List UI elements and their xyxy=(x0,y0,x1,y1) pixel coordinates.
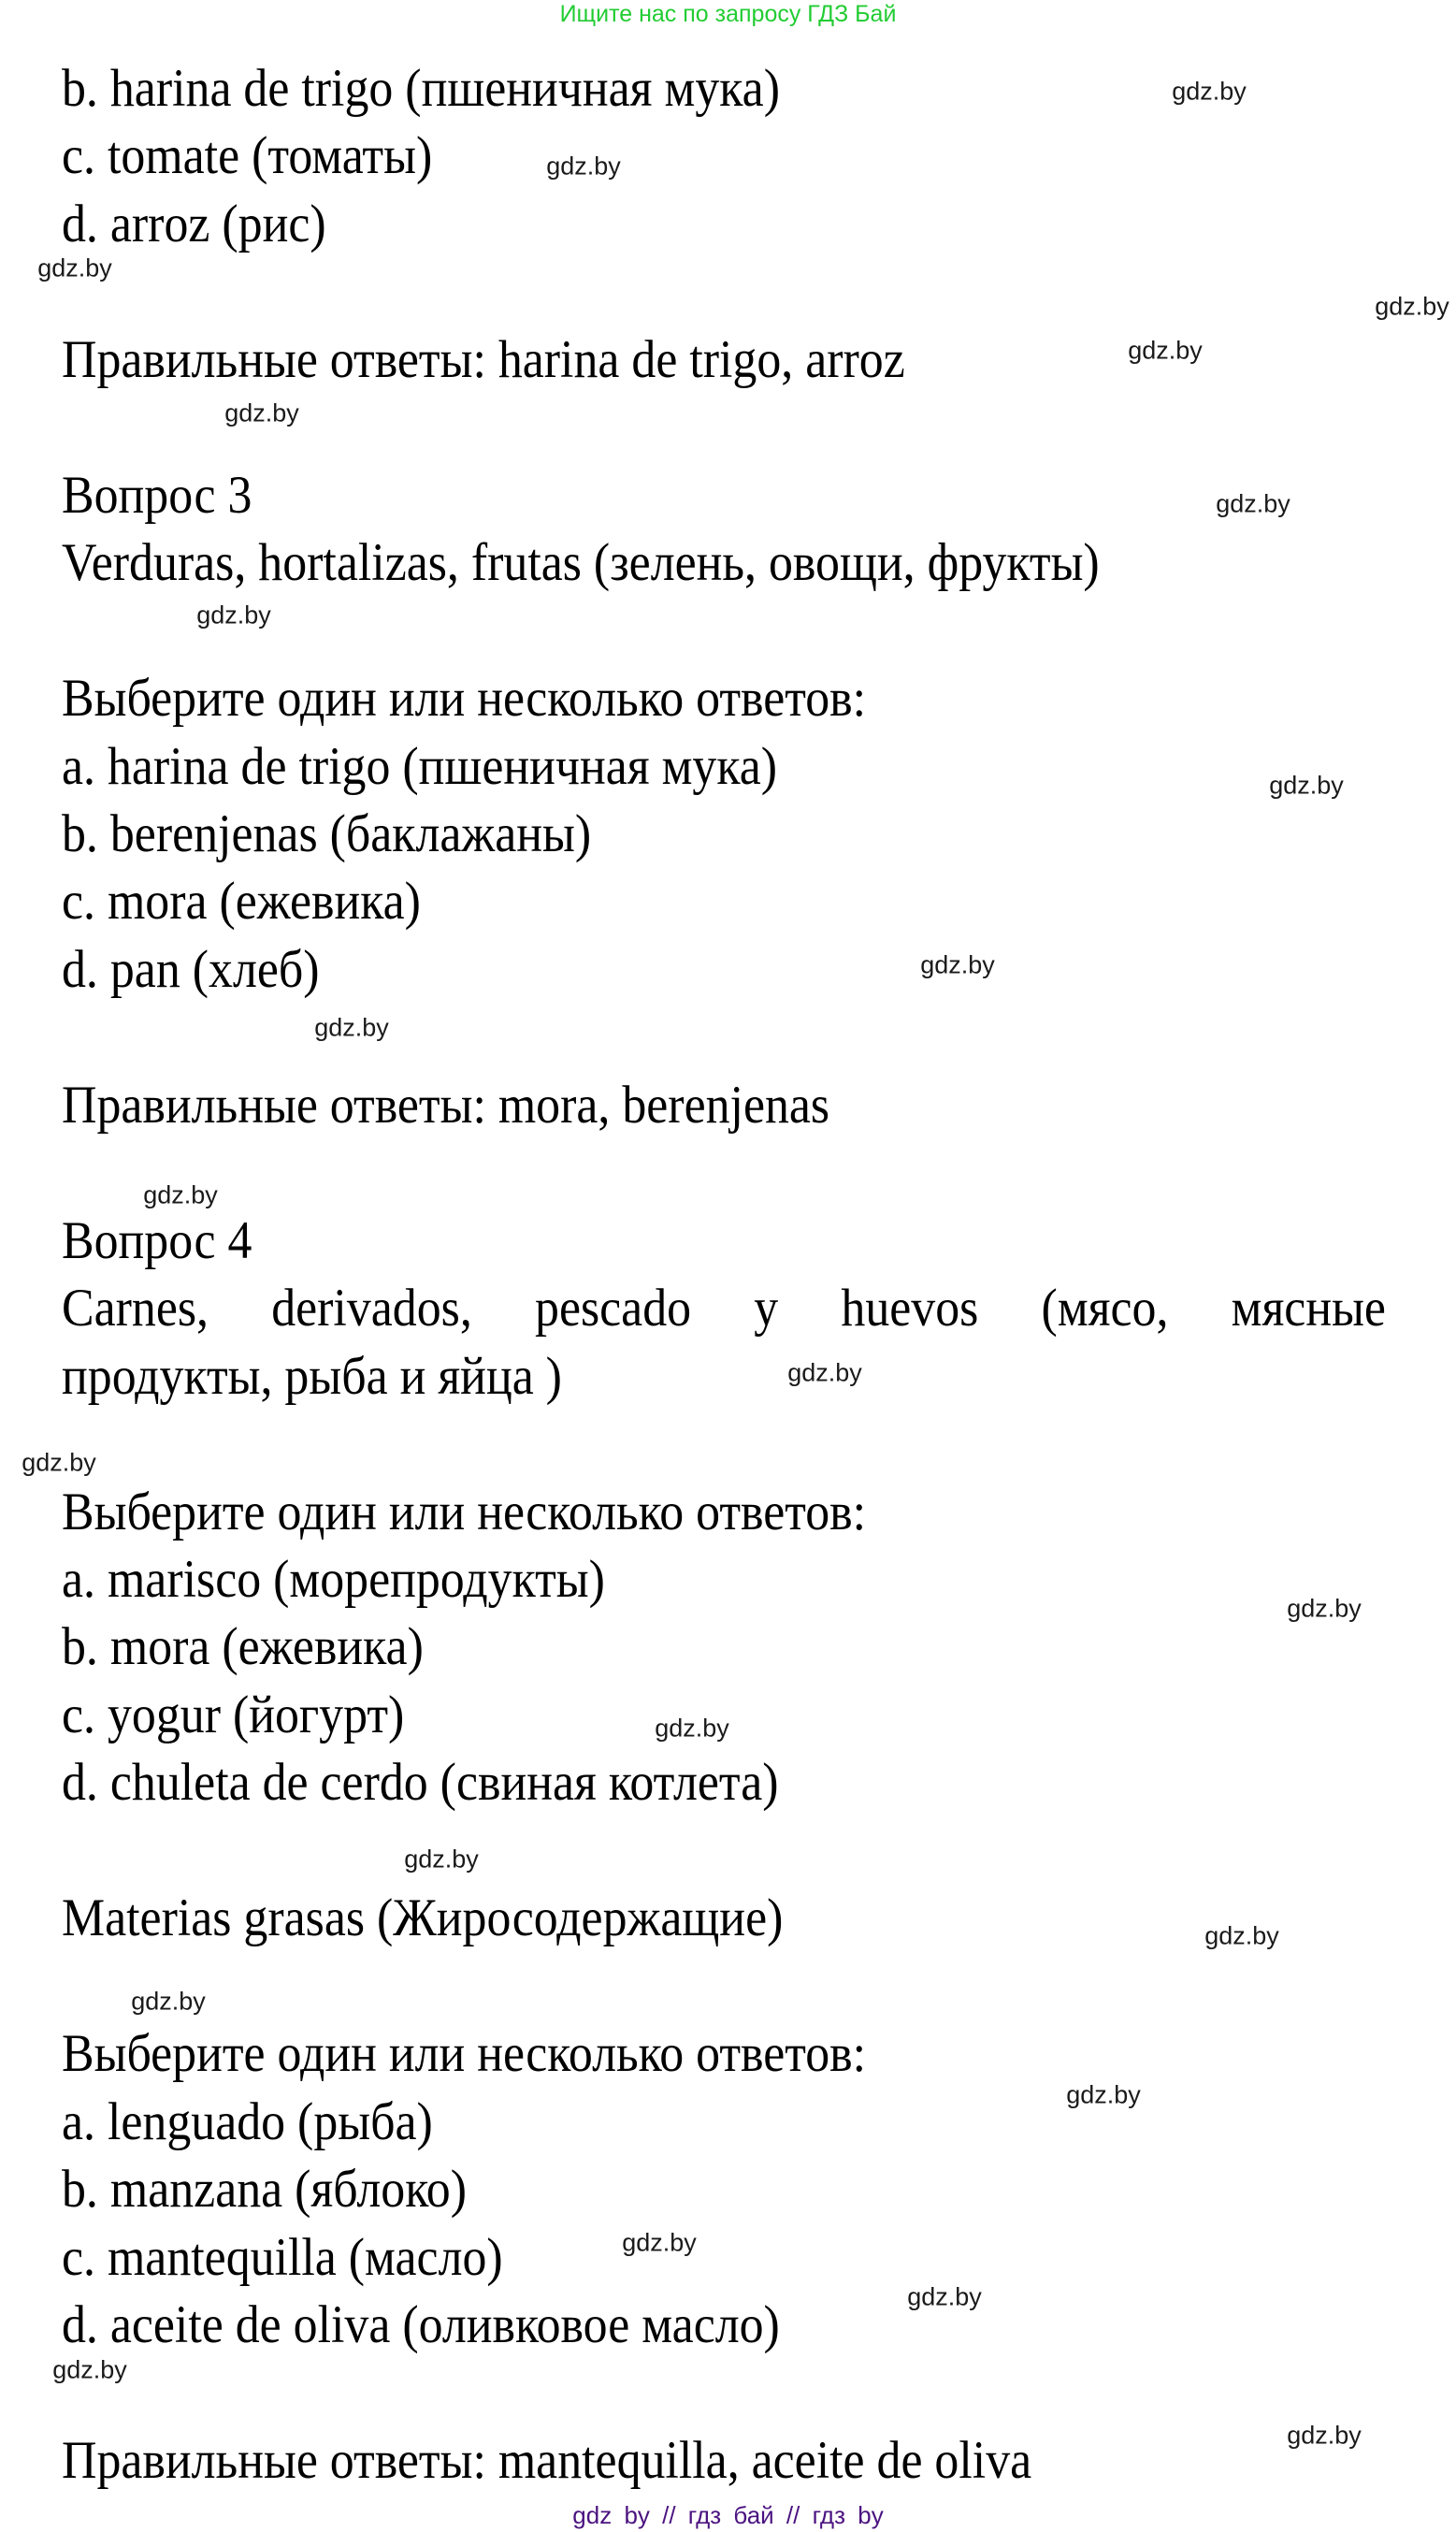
question-prompt-line-1: Carnes, derivados, pescado y huevos (мясо, мясные xyxy=(62,1279,1386,1338)
option-d: d. arroz (рис) xyxy=(62,194,326,253)
correct-answers: Правильные ответы: mora, berenjenas xyxy=(62,1075,830,1135)
watermark: gdz.by xyxy=(1066,2080,1141,2109)
option-a: a. marisco (морепродукты) xyxy=(62,1549,605,1609)
spacer xyxy=(62,1139,1386,1207)
footer-links: gdz by // гдз бай // гдз by xyxy=(572,2501,884,2529)
question-prompt-line-2: продукты, рыба и яйца ) xyxy=(62,1346,562,1406)
option-c: c. mantequilla (масло) xyxy=(62,2227,503,2287)
question-instruction: Выберите один или несколько ответов: xyxy=(62,669,867,729)
option-b: b. berenjenas (баклажаны) xyxy=(62,803,592,863)
watermark: gdz.by xyxy=(920,950,995,979)
spacer xyxy=(62,1817,1386,1885)
watermark: gdz.by xyxy=(314,1013,389,1042)
watermark: gdz.by xyxy=(655,1714,729,1743)
watermark: gdz.by xyxy=(1375,292,1449,321)
option-d: d. chuleta de cerdo (свиная котлета) xyxy=(62,1753,779,1813)
question-title: Вопрос 4 xyxy=(62,1210,252,1270)
watermark: gdz.by xyxy=(52,2355,127,2384)
option-a: a. harina de trigo (пшеничная мука) xyxy=(62,736,778,796)
question-prompt: Materias grasas (Жиросодержащие) xyxy=(62,1888,784,1948)
watermark: gdz.by xyxy=(404,1845,479,1874)
watermark: gdz.by xyxy=(787,1358,862,1387)
watermark: gdz.by xyxy=(37,253,112,282)
spacer xyxy=(62,1004,1386,1071)
spacer xyxy=(62,1411,1386,1478)
watermark: gdz.by xyxy=(1128,336,1203,365)
spacer xyxy=(62,258,1386,326)
spacer xyxy=(62,2359,1386,2426)
watermark: gdz.by xyxy=(196,600,271,629)
option-b: b. harina de trigo (пшеничная мука) xyxy=(62,59,780,118)
watermark: gdz.by xyxy=(131,1987,206,2016)
question-title: Вопрос 3 xyxy=(62,465,252,525)
watermark: gdz.by xyxy=(143,1180,218,1209)
watermark: gdz.by xyxy=(1287,1594,1362,1623)
option-c: c. mora (ежевика) xyxy=(62,872,421,932)
option-d: d. aceite de oliva (оливковое масло) xyxy=(62,2294,780,2354)
question-prompt: Verduras, hortalizas, frutas (зелень, овощи, фрукты) xyxy=(62,533,1100,593)
option-c: c. tomate (томаты) xyxy=(62,126,433,186)
option-b: b. mora (ежевика) xyxy=(62,1617,424,1677)
option-b: b. manzana (яблоко) xyxy=(62,2160,467,2220)
watermark: gdz.by xyxy=(622,2228,697,2257)
watermark: gdz.by xyxy=(546,152,621,181)
watermark: gdz.by xyxy=(224,398,299,427)
correct-answers: Правильные ответы: harina de trigo, arroz xyxy=(62,329,905,389)
watermark: gdz.by xyxy=(1269,771,1344,800)
question-instruction: Выберите один или несколько ответов: xyxy=(62,2024,867,2084)
option-d: d. pan (хлеб) xyxy=(62,939,320,999)
watermark: gdz.by xyxy=(1172,77,1247,106)
option-c: c. yogur (йогурт) xyxy=(62,1685,405,1744)
watermark: gdz.by xyxy=(1287,2421,1362,2450)
watermark: gdz.by xyxy=(22,1448,96,1477)
watermark: gdz.by xyxy=(1216,489,1290,518)
option-a: a. lenguado (рыба) xyxy=(62,2091,433,2151)
question-instruction: Выберите один или несколько ответов: xyxy=(62,1482,867,1541)
watermark: gdz.by xyxy=(907,2282,982,2311)
spacer xyxy=(62,1953,1386,2020)
watermark: gdz.by xyxy=(1204,1921,1279,1950)
correct-answers: Правильные ответы: mantequilla, aceite de oliva xyxy=(62,2430,1032,2490)
search-banner: Ищите нас по запросу ГДЗ Бай xyxy=(559,1,897,27)
